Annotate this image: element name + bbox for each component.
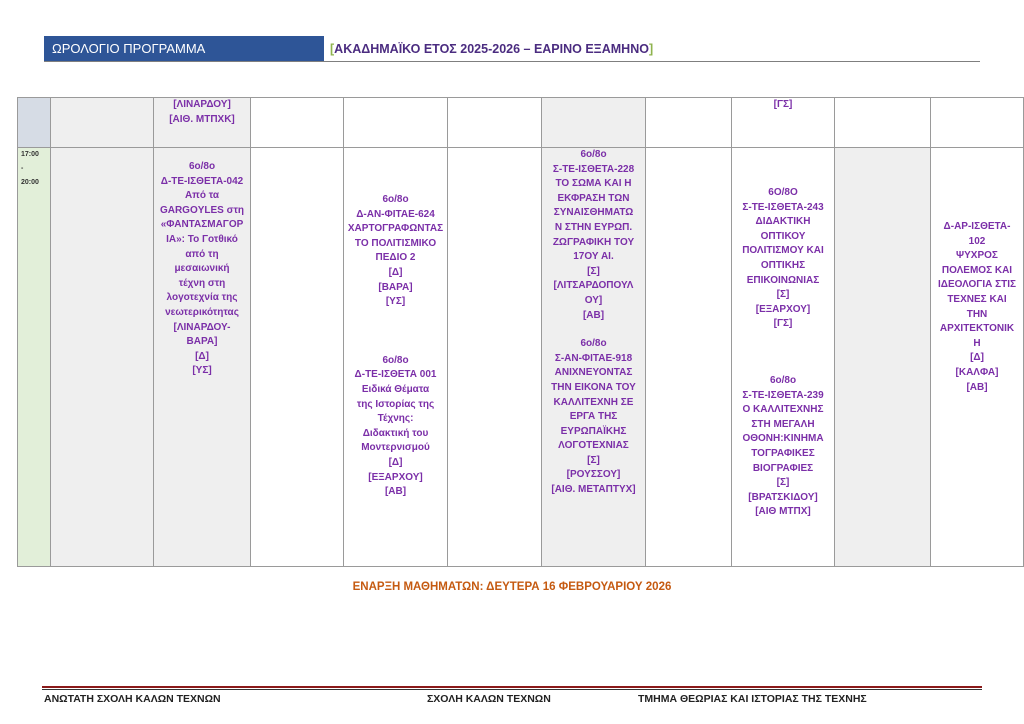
cell-line: [ΥΣ] (385, 296, 406, 308)
timetable (17, 97, 1024, 567)
cell-line: [Σ] (587, 265, 600, 277)
cell-line: ΧΑΡΤΟΓΡΑΦΩΝΤΑΣ (347, 223, 444, 235)
cell-line: [ΚΑΛΦΑ] (955, 366, 999, 378)
cell-line: 6Ο/8Ο (768, 187, 798, 198)
cell-line: Σ-ΤΕ-ΙΣΘΕΤΑ-239 (742, 389, 824, 401)
cell (251, 148, 344, 567)
cell-line: Διδακτική του (362, 427, 429, 439)
cell-line: ΣΥΝΑΙΣΘΗΜΑΤΩ (553, 207, 634, 219)
course-cell (154, 98, 251, 148)
footer-rule-thin (42, 689, 982, 690)
cell-line: ΕΥΡΩΠΑΪΚΗΣ (560, 425, 627, 437)
cell-line: ΤΕΧΝΕΣ ΚΑΙ (947, 293, 1007, 305)
cell-line: από τη (185, 248, 219, 260)
cell-line: Μοντερνισμού (361, 442, 430, 454)
cell-line: [Δ] (388, 456, 403, 468)
footer-school: ΣΧΟΛΗ ΚΑΛΩΝ ΤΕΧΝΩΝ (427, 693, 551, 705)
cell-line: [ΒΑΡΑ] (378, 281, 413, 293)
cell-line: [ΡΟΥΣΣΟΥ] (566, 469, 621, 481)
academic-year-text: ΑΚΑΔΗΜΑΪΚΟ ΕΤΟΣ 2025-2026 – ΕΑΡΙΝΟ ΕΞΑΜΗΝΟ (334, 41, 649, 56)
cell-line: ΟΠΤΙΚΗΣ (760, 259, 806, 271)
course-cell (732, 98, 835, 148)
cell-line: 6ο/8ο (382, 194, 409, 205)
cell-line: 6ο/8ο (580, 149, 607, 160)
cell-line: [ΓΣ] (773, 99, 793, 110)
cell-line: Σ-ΤΕ-ΙΣΘΕΤΑ-243 (742, 201, 824, 213)
cell-line: ΕΠΙΚΟΙΝΩΝΙΑΣ (746, 274, 820, 286)
cell-line: [ΑΙΘ ΜΤΠΧ] (755, 506, 811, 518)
cell-line: [ΛΙΝΑΡΔΟΥ] (173, 99, 231, 110)
schedule-title: ΩΡΟΛΟΓΙΟ ΠΡΟΓΡΑΜΜΑ (44, 36, 324, 61)
cell-line: 102 (968, 235, 986, 247)
cell-line: [ΓΣ] (773, 318, 793, 330)
cell-line: ΒΙΟΓΡΑΦΙΕΣ (752, 462, 814, 474)
cell-line: [ΕΞΑΡΧΟΥ] (368, 471, 423, 483)
cell-line: Ν ΣΤΗΝ ΕΥΡΩΠ. (554, 221, 633, 233)
cell-line: Από τα (184, 190, 220, 202)
cell (646, 98, 732, 148)
cell-line: [ΑΒ] (966, 381, 988, 393)
cell-line: Δ-ΤΕ-ΙΣΘΕΤΑ 001 (354, 369, 437, 381)
footer-department: ΤΜΗΜΑ ΘΕΩΡΙΑΣ ΚΑΙ ΙΣΤΟΡΙΑΣ ΤΗΣ ΤΕΧΝΗΣ (638, 693, 867, 705)
classes-start-note: ΕΝΑΡΞΗ ΜΑΘΗΜΑΤΩΝ: ΔΕΥΤΕΡΑ 16 ΦΕΒΡΟΥΑΡΙΟΥ 2026 (352, 581, 672, 593)
cell-line: Σ-ΑΝ-ΦΙΤΑΕ-918 (554, 352, 633, 364)
timetable-row-17-20 (18, 148, 1024, 567)
cell-line: Η (973, 337, 981, 349)
cell-line: τέχνη στη (178, 277, 226, 289)
cell-line: [Δ] (970, 352, 984, 364)
cell (448, 148, 542, 567)
cell-line: ΠΟΛΕΜΟΣ ΚΑΙ (941, 264, 1013, 276)
footer-rule (42, 686, 982, 688)
cell-line: ΕΚΦΡΑΣΗ ΤΩΝ (557, 192, 630, 204)
course-cell (931, 148, 1024, 567)
cell-line: ΑΝΙΧΝΕΥΟΝΤΑΣ (554, 367, 633, 379)
cell-line: ΖΩΓΡΑΦΙΚΗ ΤΟΥ (552, 236, 635, 248)
cell-line: ΙΔΕΟΛΟΓΙΑ ΣΤΙΣ (937, 279, 1016, 291)
header-divider (44, 61, 980, 62)
cell-line: ΤΟ ΣΩΜΑ ΚΑΙ Η (555, 178, 632, 190)
cell (51, 148, 154, 567)
cell (344, 98, 448, 148)
cell-line: 6ο/8ο (769, 374, 797, 386)
cell-line: [ΛΙΝΑΡΔΟΥ- (173, 321, 231, 333)
cell-line: [Σ] (587, 454, 600, 466)
cell-line: 6ο/8ο (188, 161, 216, 172)
cell (835, 98, 931, 148)
cell-line: [ΑΙΘ. ΜΤΠΧΚ] (169, 113, 235, 125)
cell (931, 98, 1024, 148)
cell-line: [Σ] (776, 289, 790, 301)
cell (51, 98, 154, 148)
course-cell (542, 148, 646, 567)
cell-line: [Σ] (776, 477, 790, 489)
cell-line: [ΛΙΤΣΑΡΔΟΠΟΥΛ (553, 280, 634, 292)
time-cell-top (18, 98, 51, 148)
close-bracket: ] (648, 41, 654, 56)
cell-line: Δ-ΑΡ-ΙΣΘΕΤΑ- (943, 221, 1011, 232)
cell-line: [ΕΞΑΡΧΟΥ] (755, 303, 811, 315)
cell-line: ΙΑ»: Το Γοτθικό (166, 233, 238, 245)
cell-line: ΤΟΓΡΑΦΙΚΕΣ (751, 447, 815, 459)
cell-line: ΒΑΡΑ] (186, 336, 218, 348)
cell-line: [ΑΙΘ. ΜΕΤΑΠΤΥΧ] (551, 484, 636, 496)
cell-line: νεωτερικότητας (165, 306, 239, 318)
footer-institution: ΑΝΩΤΑΤΗ ΣΧΟΛΗ ΚΑΛΩΝ ΤΕΧΝΩΝ (44, 693, 221, 705)
cell-line: ΠΟΛΙΤΙΣΜΟΥ ΚΑΙ (742, 245, 824, 257)
cell-line: ΛΟΓΟΤΕΧΝΙΑΣ (558, 440, 629, 452)
cell (646, 148, 732, 567)
cell-line: - (21, 165, 24, 172)
cell-line: ΤΗΝ ΕΙΚΟΝΑ ΤΟΥ (551, 381, 636, 393)
cell-line: Ο ΚΑΛΛΙΤΕΧΝΗΣ (742, 404, 824, 416)
cell-line: [ΑΒ] (582, 309, 605, 321)
cell-line: Δ-ΤΕ-ΙΣΘΕΤΑ-042 (160, 175, 244, 187)
cell (835, 148, 931, 567)
cell (448, 98, 542, 148)
time-slot (18, 148, 51, 567)
cell-line: [ΒΡΑΤΣΚΙΔΟΥ] (748, 491, 818, 503)
cell-line: «ΦΑΝΤΑΣΜΑΓΟΡ (160, 219, 244, 231)
cell-line: 6ο/8ο (382, 354, 409, 366)
open-bracket: [ (330, 41, 335, 56)
course-cell (154, 148, 251, 567)
cell-line: ΟΠΤΙΚΟΥ (760, 230, 806, 242)
cell (542, 98, 646, 148)
academic-year-title (330, 36, 653, 61)
cell-line: μεσαιωνική (174, 263, 230, 275)
cell-line: ΠΕΔΙΟ 2 (375, 252, 416, 264)
cell-line: Σ-ΤΕ-ΙΣΘΕΤΑ-228 (552, 163, 635, 175)
cell-line: ΣΤΗ ΜΕΓΑΛΗ (751, 418, 815, 430)
cell-line: ΤΟ ΠΟΛΙΤΙΣΜΙΚΟ (354, 237, 437, 249)
cell-line: ΚΑΛΛΙΤΕΧΝΗ ΣΕ (553, 396, 634, 408)
cell-line: [ΥΣ] (192, 365, 212, 377)
cell-line: λογοτεχνία της (166, 292, 238, 304)
course-cell (344, 148, 448, 567)
cell-line: 17ΟΥ ΑΙ. (573, 251, 614, 263)
course-cell (732, 148, 835, 567)
cell-line: ΕΡΓΑ ΤΗΣ (569, 411, 618, 423)
cell-line: [ΑΒ] (384, 486, 407, 498)
cell-line: ΤΗΝ (966, 308, 988, 320)
cell-line: ΨΥΧΡΟΣ (956, 250, 998, 262)
cell-line: [Δ] (195, 350, 209, 362)
cell-line: ΟΥ] (584, 294, 603, 306)
cell-line: 20:00 (21, 179, 39, 186)
cell (251, 98, 344, 148)
cell-line: Δ-ΑΝ-ΦΙΤΑΕ-624 (356, 208, 435, 220)
cell-line: GARGOYLES στη (159, 204, 245, 216)
cell-line: της Ιστορίας της (356, 398, 435, 410)
cell-line: Ειδικά Θέματα (361, 383, 430, 395)
cell-line: ΟΘΟΝΗ:ΚΙΝΗΜΑ (742, 433, 824, 445)
cell-line: ΔΙΔΑΚΤΙΚΗ (755, 216, 811, 228)
cell-line: 6ο/8ο (580, 338, 607, 350)
cell-line: [Δ] (388, 266, 403, 278)
cell-line: 17:00 (21, 151, 39, 158)
cell-line: ΑΡΧΙΤΕΚΤΟΝΙΚ (939, 323, 1015, 335)
cell-line: Τέχνης: (377, 413, 414, 425)
timetable-row-top (18, 98, 1024, 148)
